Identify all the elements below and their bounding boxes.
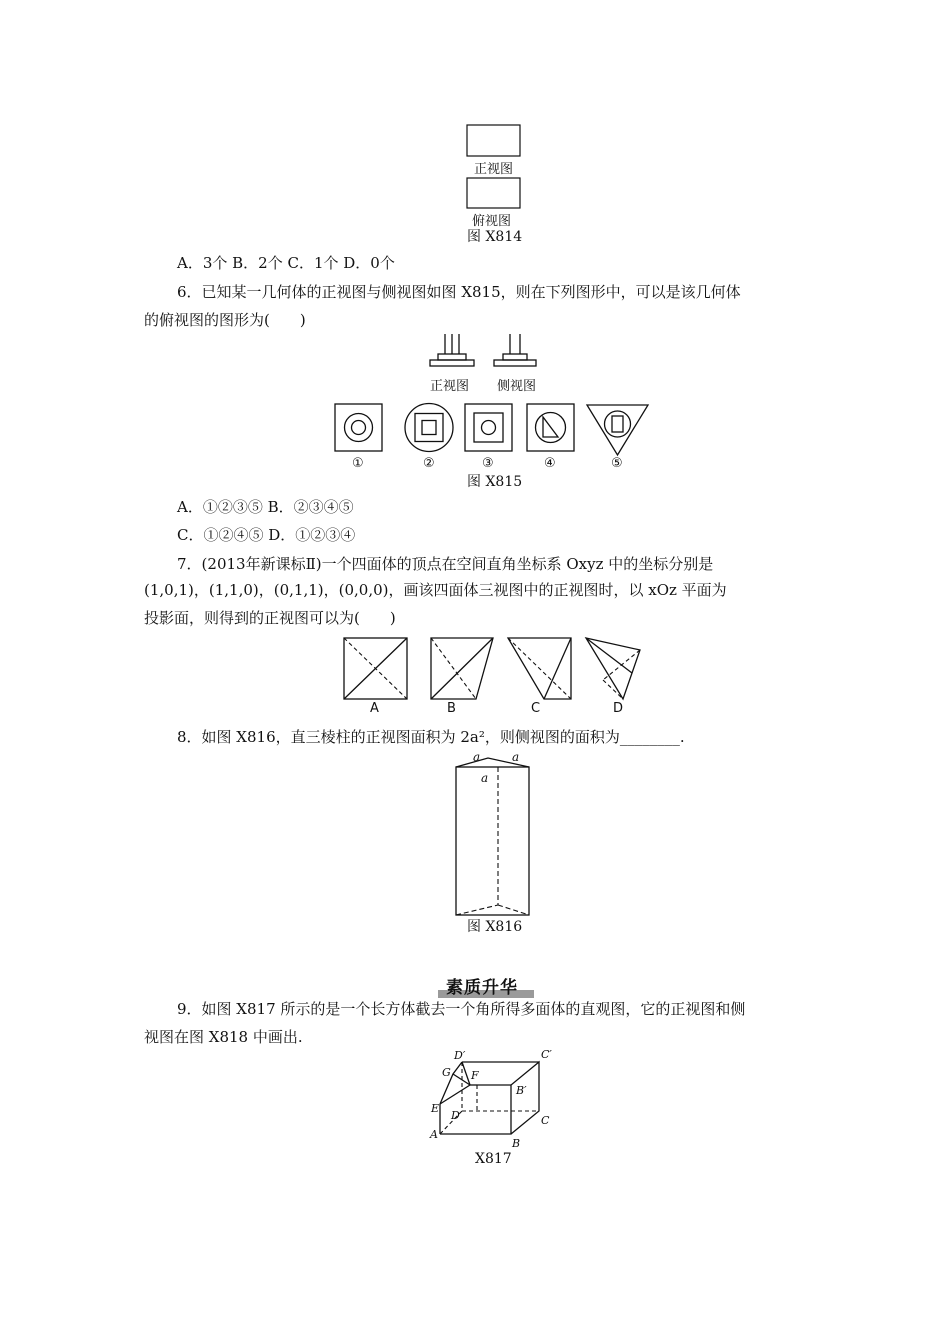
q5-options: A．3个 B．2个 C．1个 D．0个: [177, 254, 395, 272]
q7-choice-d-label: D: [613, 701, 624, 716]
vertex-g-label: G: [442, 1066, 451, 1079]
q8-line: 8．如图 X816，直三棱柱的正视图面积为 2a²，则侧视图的面积为________.: [177, 728, 685, 746]
q7-line-1: 7．(2013年新课标Ⅱ)一个四面体的顶点在空间直角坐标系 Oxyz 中的坐标分别是: [177, 555, 714, 573]
vertex-f-label: F: [471, 1069, 479, 1082]
q6-line-1: 6．已知某一几何体的正视图与侧视图如图 X815，则在下列图形中，可以是该几何体: [177, 283, 741, 301]
fig-x816-label-a-left: a: [473, 750, 481, 764]
vertex-d1-label: D′: [454, 1049, 466, 1062]
vertex-b1-label: B′: [516, 1084, 527, 1097]
shape-label-2: ②: [423, 456, 435, 471]
vertex-c1-label: C′: [541, 1048, 552, 1061]
fig-x816-label-a-right: a: [512, 750, 520, 764]
q7-line-2: (1,0,1)，(1,1,0)，(0,1,1)，(0,0,0)，画该四面体三视图中的正视图时，以 xOz 平面为: [144, 581, 727, 599]
fig-x815-side-label: 侧视图: [497, 379, 537, 394]
q6-options-line-1: A．①②③⑤ B．②③④⑤: [177, 498, 354, 516]
fig-x814-top-label: 俯视图: [472, 214, 512, 229]
vertex-e-label: E: [431, 1102, 440, 1115]
fig-x817-caption: X817: [475, 1151, 512, 1167]
fig-x814-caption: 图 X814: [467, 229, 523, 245]
shape-label-1: ①: [352, 456, 364, 471]
section-title: 素质升华: [446, 978, 518, 998]
q7-choice-b-label: B: [447, 701, 456, 716]
vertex-b-label: B: [512, 1137, 521, 1150]
shape-label-4: ④: [544, 456, 556, 471]
shape-label-3: ③: [482, 456, 494, 471]
q7-line-3: 投影面，则得到的正视图可以为( ): [144, 609, 396, 627]
fig-x816-caption: 图 X816: [467, 919, 523, 935]
vertex-d-label: D: [451, 1109, 460, 1122]
q7-choice-c-label: C: [531, 701, 541, 716]
fig-x814-front-label: 正视图: [474, 162, 514, 177]
q7-choice-a-label: A: [370, 701, 379, 716]
q9-line-1: 9．如图 X817 所示的是一个长方体截去一个角所得多面体的直观图，它的正视图和侧: [177, 1000, 746, 1018]
fig-x815-front-label: 正视图: [430, 379, 470, 394]
fig-x816-label-a-center: a: [481, 771, 489, 785]
q6-options-line-2: C．①②④⑤ D．①②③④: [177, 526, 356, 544]
q6-line-2: 的俯视图的图形为( ): [144, 311, 306, 329]
fig-x815-caption: 图 X815: [467, 474, 523, 490]
q9-line-2: 视图在图 X818 中画出.: [144, 1028, 303, 1046]
vertex-c-label: C: [541, 1114, 550, 1127]
shape-label-5: ⑤: [611, 456, 623, 471]
vertex-a-label: A: [430, 1128, 438, 1141]
